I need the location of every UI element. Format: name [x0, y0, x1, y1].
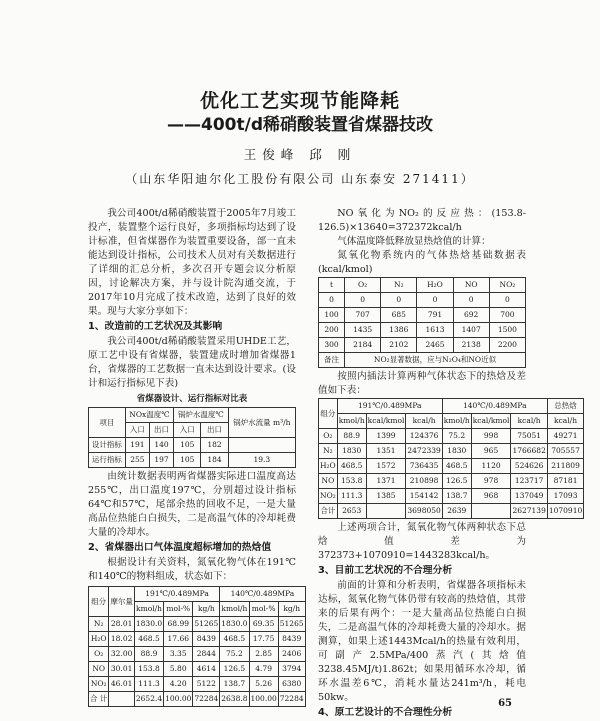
affiliation: （山东华阳迪尔化工股份有限公司 山东泰安 271411） — [125, 172, 475, 186]
table4-cell: 1120 — [471, 459, 511, 474]
table4-cell: 154142 — [406, 489, 442, 504]
table4-cell: 968 — [471, 489, 511, 504]
table2-cell: 1830.0 — [134, 617, 163, 632]
table1-header: 出口 — [201, 423, 228, 438]
table4-cell: 137049 — [511, 489, 547, 504]
table1-header: 锅炉水温度℃ — [174, 408, 229, 423]
table2-header: 组分 — [89, 587, 109, 617]
table2-row — [89, 617, 306, 632]
table4-header: 总热焓 — [547, 399, 583, 414]
table4-cell: O₂ — [319, 429, 338, 444]
table2-cell: 2652.4 — [134, 692, 163, 707]
table4-header: kcal/kmol — [471, 414, 511, 429]
section-1-heading: 1、改造前的工艺状况及其影响 — [88, 321, 223, 332]
table2-cell: 1830.0 — [220, 617, 249, 632]
table3-row — [319, 338, 526, 353]
table4-cell: 3698050 — [406, 504, 442, 519]
table4-row — [319, 504, 584, 519]
table2-cell: 3794 — [278, 662, 305, 677]
table2-cell: 4.79 — [249, 662, 278, 677]
table4-cell: 1572 — [366, 459, 406, 474]
table4-cell: 合计 — [319, 504, 338, 519]
table2-cell: 6380 — [278, 677, 305, 692]
table4-header: kcal/h — [511, 414, 547, 429]
table4-cell: 123717 — [511, 474, 547, 489]
table3-cell: 1613 — [417, 323, 453, 338]
article-subtitle: ——400t/d稀硝酸装置省煤器技改 — [167, 115, 433, 135]
table1-header: NOx温度℃ — [125, 408, 173, 423]
table3-cell: 2184 — [345, 338, 381, 353]
table3-caption: 氮氧化物系统内的气体热焓基础数据表(kcal/kmol) — [318, 250, 526, 275]
table2-cell: N₂ — [89, 617, 109, 632]
table2-cell: H₂O — [89, 632, 109, 647]
table2-cell: 468.5 — [134, 632, 163, 647]
table4-cell: 138.7 — [442, 489, 471, 504]
table3-cell: 685 — [381, 308, 417, 323]
section-2-heading: 2、省煤器出口气体温度超标增加的热焓值 — [88, 542, 272, 553]
table1-caption: 省煤器设计、运行指标对比表 — [136, 394, 248, 404]
table4-row — [319, 429, 584, 444]
table2-cell: 2638.8 — [220, 692, 249, 707]
table4-row — [319, 459, 584, 474]
table3-cell: 0 — [319, 293, 345, 308]
table2-cell: 17.75 — [249, 632, 278, 647]
table1-economizer-indicators — [88, 407, 296, 468]
table2-cell: 100.00 — [249, 692, 278, 707]
table2-header: kg/h — [278, 602, 305, 617]
table2-cell: 18.02 — [109, 632, 135, 647]
table4-cell: H₂O — [319, 459, 338, 474]
table4-cell: 126.5 — [442, 474, 471, 489]
table1-cell: 105 — [174, 438, 201, 453]
table1-cell: 197 — [149, 453, 173, 468]
table4-cell: 524626 — [511, 459, 547, 474]
table4-cell: 965 — [471, 444, 511, 459]
table1-cell: 105 — [174, 453, 201, 468]
table3-header: t — [319, 278, 345, 293]
table4-cell: 75051 — [511, 429, 547, 444]
table2-header: mol-% — [164, 602, 193, 617]
page-number: 65 — [498, 698, 512, 709]
table4-header: kcal/h — [547, 414, 583, 429]
table4-cell: 1385 — [366, 489, 406, 504]
table1-cell: 设计指标 — [89, 438, 126, 453]
table4-cell: 1766682 — [511, 444, 547, 459]
table1-cell: 运行指标 — [89, 453, 126, 468]
table4-header: 组分 — [319, 399, 338, 429]
table3-cell: 700 — [489, 308, 525, 323]
table4-cell: 210898 — [406, 474, 442, 489]
table4-cell: 736435 — [406, 459, 442, 474]
table4-cell: 1371 — [366, 474, 406, 489]
table4-enthalpy-difference — [318, 398, 584, 519]
interpolation-paragraph: 按照内插法计算两种气体状态下的热焓及差值如下表： — [318, 371, 526, 396]
table3-note: NO₂显著数据，应与N₂O₄和NO近似 — [345, 353, 526, 368]
table1-header: 入口 — [125, 423, 149, 438]
table2-cell: 30.01 — [109, 662, 135, 677]
table3-cell: 2102 — [381, 338, 417, 353]
table3-header: O₂ — [345, 278, 381, 293]
table2-row — [89, 647, 306, 662]
table3-cell: 0 — [417, 293, 453, 308]
table3-enthalpy-base — [318, 277, 526, 368]
table1-header: 入口 — [174, 423, 201, 438]
table4-cell: 111.3 — [337, 489, 366, 504]
table4-cell: NO — [319, 474, 338, 489]
sensible-heat-paragraph: 气体温度降低释放显热焓值的计算： — [337, 236, 491, 247]
total-enthalpy-paragraph: 上述两项合计，氮氧化物气体两种状态下总焓值差为372373+1070910=1443283kcal/h。 — [318, 522, 526, 561]
table4-cell: 75.2 — [442, 429, 471, 444]
analysis-paragraph: 由统计数据表明两省煤器实际进口温度高达255℃，出口温度197℃，分别超过设计指标64℃和57℃，尾部余热的回收不足，一是大量高品位热能白白损失，二是高温气体的冷却耗费大量的冷却水。 — [88, 471, 296, 538]
table1-cell: 182 — [201, 438, 228, 453]
table4-header: kcal/h — [406, 414, 442, 429]
table1-cell: 191 — [125, 438, 149, 453]
table4-cell: 1399 — [366, 429, 406, 444]
table2-header: kmol/h — [220, 602, 249, 617]
table1-cell: 184 — [201, 453, 228, 468]
table2-cell: 468.5 — [220, 632, 249, 647]
table4-cell: 17093 — [547, 489, 583, 504]
table1-header: 锅炉水流量 m³/h — [228, 408, 295, 438]
table2-cell: 4.20 — [164, 677, 193, 692]
table2-cell: 5.80 — [164, 662, 193, 677]
section-4-heading: 4、原工艺设计的不合理性分析 — [318, 707, 453, 718]
table4-cell: 1830 — [442, 444, 471, 459]
table3-cell: 0 — [489, 293, 525, 308]
table3-cell: 1386 — [381, 323, 417, 338]
table2-cell: 2844 — [193, 647, 220, 662]
table2-cell: 75.2 — [220, 647, 249, 662]
table3-cell: 0 — [345, 293, 381, 308]
table2-cell: 5122 — [193, 677, 220, 692]
authors: 王俊峰 邱 刚 — [243, 147, 357, 162]
table2-header: kmol/h — [134, 602, 163, 617]
table4-cell: 124376 — [406, 429, 442, 444]
table3-cell: 2138 — [453, 338, 489, 353]
table3-row — [319, 308, 526, 323]
table2-cell: 合 计 — [89, 692, 109, 707]
table4-row — [319, 474, 584, 489]
table4-cell: 211809 — [547, 459, 583, 474]
table4-cell: 2653 — [337, 504, 366, 519]
table2-header: 191℃/0.489MPa — [134, 587, 219, 602]
table2-cell: O₂ — [89, 647, 109, 662]
table2-cell: 88.9 — [134, 647, 163, 662]
table4-cell: 2627139 — [511, 504, 547, 519]
table4-header: kmol/h — [337, 414, 366, 429]
table3-header: H₂O — [417, 278, 453, 293]
table4-cell: 468.5 — [337, 459, 366, 474]
table2-header: mol-% — [249, 602, 278, 617]
table2-cell: 32.00 — [109, 647, 135, 662]
table3-cell: 1407 — [453, 323, 489, 338]
table2-cell: NO — [89, 662, 109, 677]
table2-cell: 46.01 — [109, 677, 135, 692]
table4-cell: 1830 — [337, 444, 366, 459]
table2-cell: 111.3 — [134, 677, 163, 692]
section-2-paragraph: 根据设计有关资料，氮氧化物气体在191℃和140℃的物料组成，状态如下： — [88, 557, 296, 582]
table4-cell: N₂ — [319, 444, 338, 459]
table2-cell: 4614 — [193, 662, 220, 677]
table2-cell: NO₂ — [89, 677, 109, 692]
table2-cell: 2406 — [278, 647, 305, 662]
table2-cell: 100.00 — [164, 692, 193, 707]
table2-cell: 8439 — [278, 632, 305, 647]
table2-cell — [109, 692, 135, 707]
table2-cell: 2.85 — [249, 647, 278, 662]
table3-header: N₂ — [381, 278, 417, 293]
table2-cell: 51265 — [278, 617, 305, 632]
table2-cell: 51265 — [193, 617, 220, 632]
table2-gas-composition — [88, 586, 306, 707]
article-title: 优化工艺实现节能降耗 — [199, 90, 400, 112]
table3-cell: 1435 — [345, 323, 381, 338]
reaction-heat-paragraph: NO氧化为NO₂的反应热：(153.8-126.5)×13640=372372kcal/h — [318, 208, 526, 233]
table3-cell: 2465 — [417, 338, 453, 353]
table4-cell — [471, 504, 511, 519]
table4-cell: 978 — [471, 474, 511, 489]
table3-note-label: 备注 — [319, 353, 345, 368]
table3-row — [319, 323, 526, 338]
section-1-paragraph: 我公司400t/d稀硝酸装置采用UHDE工艺，原工艺中设有省煤器，装置建成时增加省煤器1台，省煤器的工艺数据一直未达到设计要求。(设计和运行指标见下表) — [88, 336, 296, 389]
table3-cell: 692 — [453, 308, 489, 323]
table3-cell: 200 — [319, 323, 345, 338]
table4-cell: 998 — [471, 429, 511, 444]
table2-cell: 3.35 — [164, 647, 193, 662]
table1-cell: 19.3 — [228, 453, 295, 468]
table2-row — [89, 677, 306, 692]
table4-header: kmol/h — [442, 414, 471, 429]
table2-row — [89, 632, 306, 647]
table4-cell: 88.9 — [337, 429, 366, 444]
table3-cell: 100 — [319, 308, 345, 323]
table4-cell: 87181 — [547, 474, 583, 489]
table4-header: 191℃/0.489MPa — [337, 399, 442, 414]
table1-cell: 140 — [149, 438, 173, 453]
table2-cell: 72284 — [193, 692, 220, 707]
table1-cell — [228, 438, 295, 453]
table3-cell: 707 — [345, 308, 381, 323]
table4-row — [319, 489, 584, 504]
table4-cell: 1070910 — [547, 504, 583, 519]
table4-cell: 468.5 — [442, 459, 471, 474]
table2-cell: 8439 — [193, 632, 220, 647]
table4-header: kcal/kmol — [366, 414, 406, 429]
table4-cell: 153.8 — [337, 474, 366, 489]
table2-cell: 69.35 — [249, 617, 278, 632]
table2-cell: 138.7 — [220, 677, 249, 692]
right-column — [318, 207, 583, 721]
intro-paragraph: 我公司400t/d稀硝酸装置于2005年7月竣工投产，装置整个运行良好，多项指标均达到了设计标准，但省煤器作为装置重要设备，部一直未能达到设计指标，公司技术人员对有关数据进行了详细的汇总分析，多次召开专题会议分析原因，讨论解决方案，并与设计院沟通交流，于2017年10月完成了技术改造，达到了良好的效果。现与大家分享如下： — [88, 208, 296, 317]
table2-cell: 68.99 — [164, 617, 193, 632]
table3-cell: 791 — [417, 308, 453, 323]
table1-header: 项目 — [89, 408, 126, 438]
table4-cell: 2472339 — [406, 444, 442, 459]
table1-header: 出口 — [149, 423, 173, 438]
section-3-paragraph: 前面的计算和分析表明，省煤器各项指标未达标，氮氧化物气体仍带有较高的热焓值，其带来的后果有两个：一是大量高品位热能白白损失，二是高温气体的冷却耗费大量的冷却水。据测算，如果上述1443Mcal/h的热量有效利用，可副产2.5MPa/400蒸汽(其焓值3238.45MJ/t)1.862t；如果用循环水冷却，循环水温差6℃，消耗水量达241m³/h，耗电50kw。 — [318, 580, 526, 703]
table4-cell: 49271 — [547, 429, 583, 444]
table2-header: 140℃/0.489MPa — [220, 587, 305, 602]
table3-header: NO — [453, 278, 489, 293]
table3-cell: 300 — [319, 338, 345, 353]
table4-cell — [366, 504, 406, 519]
table2-row — [89, 692, 306, 707]
table2-header: kg/h — [193, 602, 220, 617]
table2-header: 摩尔量 — [109, 587, 135, 617]
table4-cell: 1351 — [366, 444, 406, 459]
section-3-heading: 3、目前工艺状况的不合理分析 — [318, 565, 453, 576]
table2-cell: 17.66 — [164, 632, 193, 647]
table1-cell: 255 — [125, 453, 149, 468]
table4-cell: 705557 — [547, 444, 583, 459]
table2-cell: 28.01 — [109, 617, 135, 632]
table4-row — [319, 444, 584, 459]
left-column — [88, 207, 304, 707]
table2-cell: 153.8 — [134, 662, 163, 677]
table2-cell: 126.5 — [220, 662, 249, 677]
table3-cell: 2200 — [489, 338, 525, 353]
table4-cell: 2639 — [442, 504, 471, 519]
table2-cell: 5.26 — [249, 677, 278, 692]
table3-cell: 0 — [381, 293, 417, 308]
table4-cell: NO₂ — [319, 489, 338, 504]
table3-cell: 1500 — [489, 323, 525, 338]
table4-header: 140℃/0.489MPa — [442, 399, 547, 414]
table2-cell: 72284 — [278, 692, 305, 707]
table3-cell: 0 — [453, 293, 489, 308]
table3-header: NO₂ — [489, 278, 525, 293]
table3-row — [319, 293, 526, 308]
table2-row — [89, 662, 306, 677]
